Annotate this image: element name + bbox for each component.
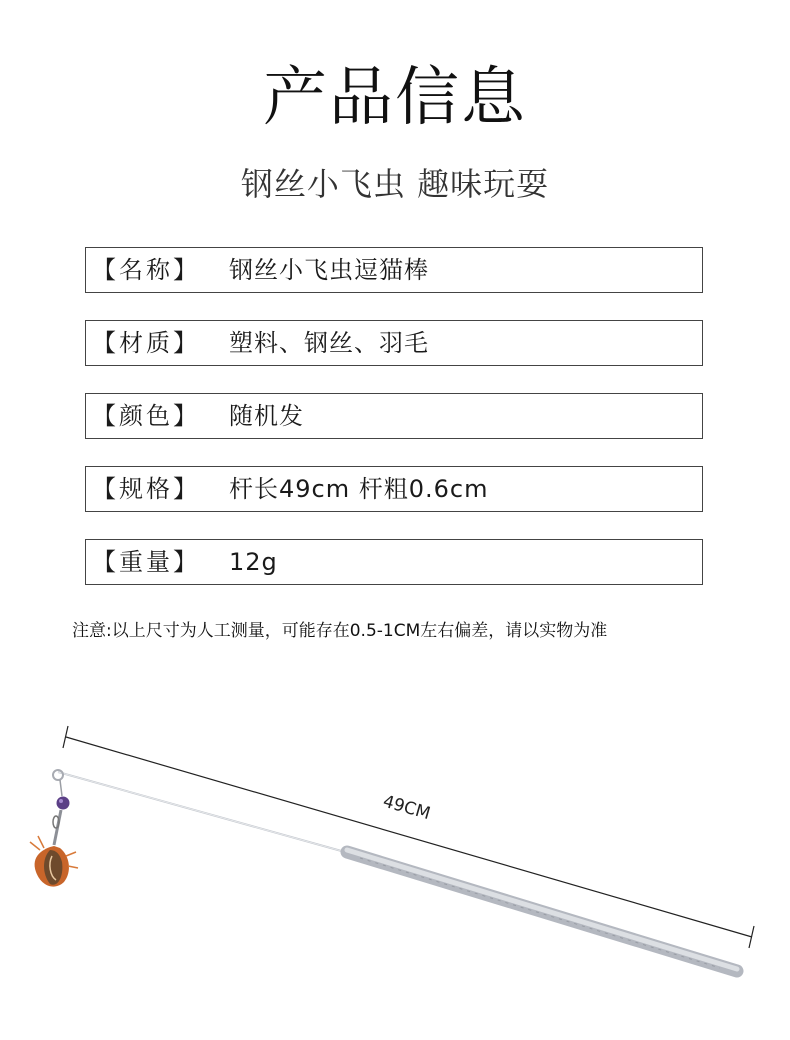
spec-row-color	[85, 393, 703, 439]
page-subtitle: 钢丝小飞虫 趣味玩耍	[240, 165, 550, 203]
spec-label: 【重量】	[92, 548, 200, 576]
dimension-label: 49CM	[380, 791, 433, 825]
spec-row-weight	[85, 539, 703, 585]
spec-row-size	[85, 466, 703, 512]
spec-label: 【规格】	[92, 475, 200, 503]
spec-value: 塑料、钢丝、羽毛	[229, 329, 429, 357]
spec-label: 【材质】	[92, 329, 200, 357]
spec-row-material	[85, 320, 703, 366]
spec-value: 随机发	[229, 402, 304, 430]
page-title: 产品信息	[263, 61, 527, 135]
spec-value: 钢丝小飞虫逗猫棒	[229, 256, 429, 284]
dimension-line	[63, 726, 754, 948]
spec-value: 12g	[229, 548, 278, 576]
spec-row-name	[85, 247, 703, 293]
product-illustration	[0, 700, 790, 1000]
spec-label: 【颜色】	[92, 402, 200, 430]
spec-value: 杆长49cm 杆粗0.6cm	[229, 475, 489, 503]
spec-label: 【名称】	[92, 256, 200, 284]
measurement-note: 注意:以上尺寸为人工测量，可能存在0.5-1CM左右偏差，请以实物为准	[72, 621, 608, 641]
